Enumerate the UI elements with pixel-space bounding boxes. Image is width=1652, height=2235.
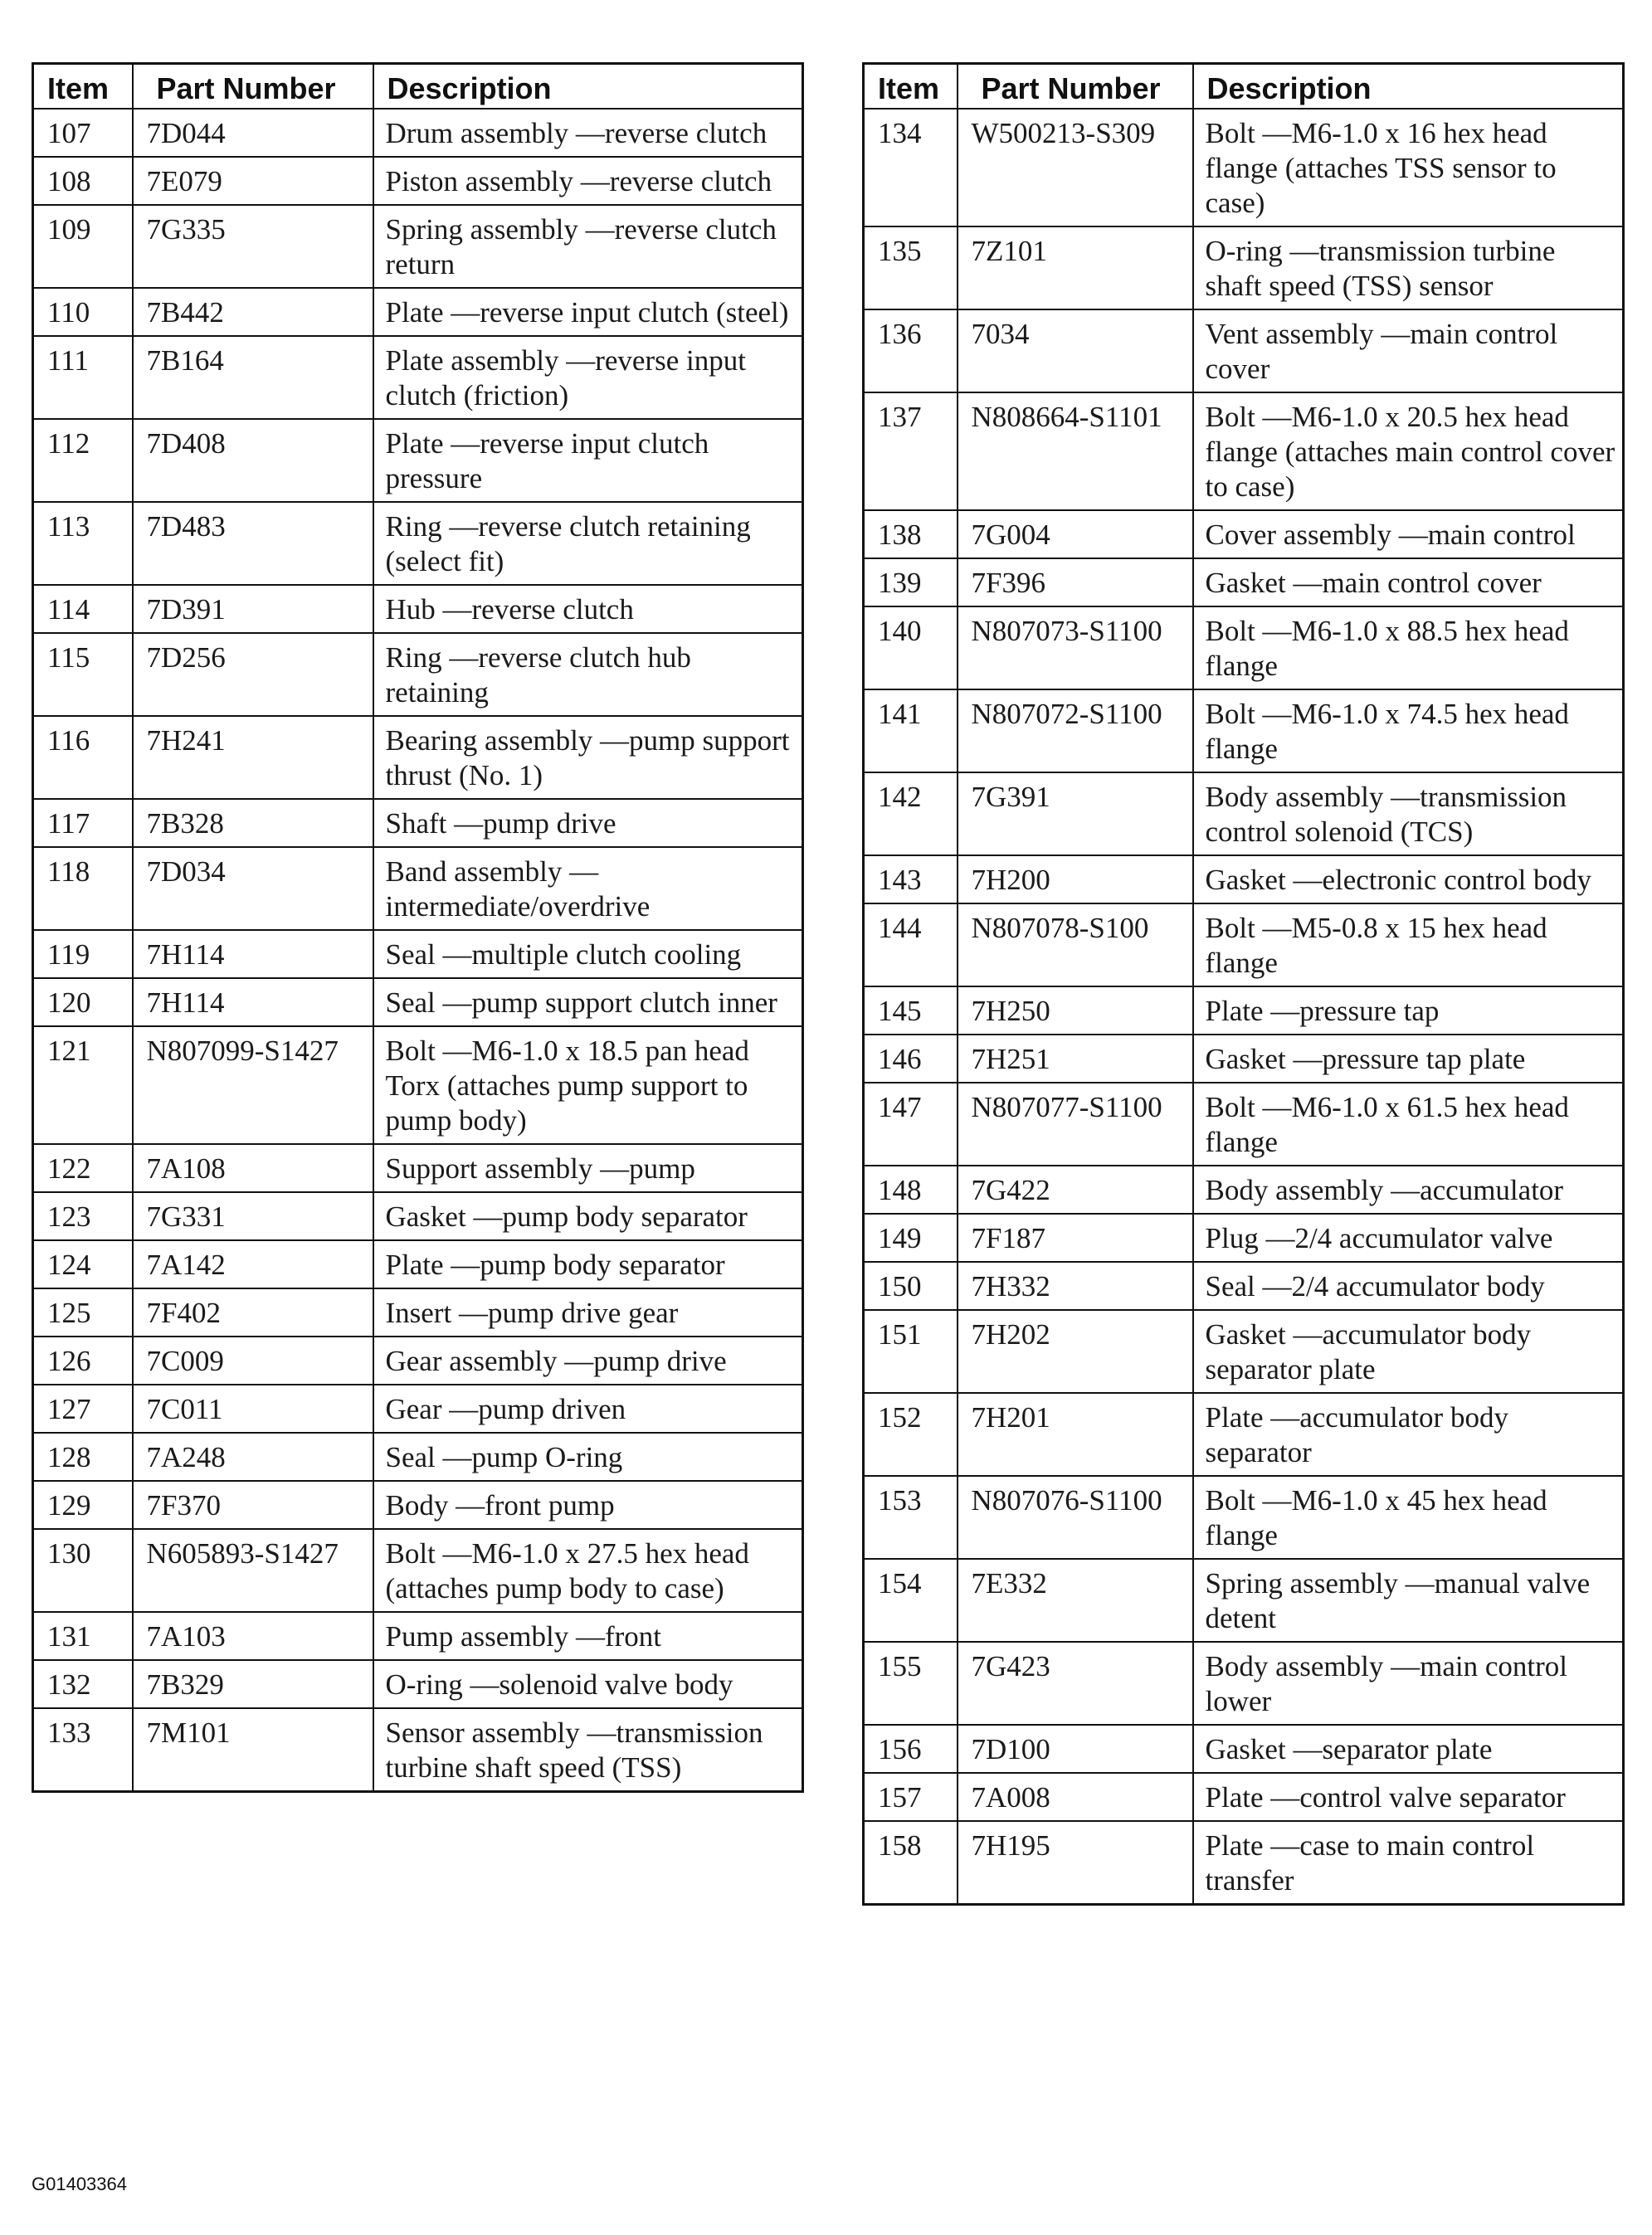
table-row [864,226,1624,309]
item-cell: 127 [33,1385,133,1433]
part-number-cell: 7G423 [958,1642,1193,1725]
table-row [864,855,1624,903]
part-number-cell: 7H241 [133,716,373,799]
description-cell: Ring —reverse clutch hub retaining [373,633,803,716]
description-cell: Gasket —separator plate [1193,1725,1624,1773]
description-cell: Gasket —accumulator body separator plate [1193,1310,1624,1393]
description-cell: Gasket —main control cover [1193,558,1624,606]
description-cell: Bolt —M6-1.0 x 16 hex head flange (attaches TSS sensor to case) [1193,109,1624,226]
parts-table-left [32,62,804,1793]
table-row [864,1773,1624,1821]
table-row [864,986,1624,1035]
description-cell: Bolt —M6-1.0 x 88.5 hex head flange [1193,606,1624,689]
item-cell: 142 [864,772,958,855]
part-number-cell: 7H251 [958,1035,1193,1083]
part-number-cell: N807073-S1100 [958,606,1193,689]
table-row [33,1529,803,1612]
part-number-cell: 7F370 [133,1481,373,1529]
table-row [864,392,1624,510]
description-cell: Shaft —pump drive [373,799,803,847]
part-number-cell: 7H114 [133,930,373,978]
description-cell: Bolt —M6-1.0 x 61.5 hex head flange [1193,1083,1624,1166]
table-row [33,1288,803,1337]
table-row [864,1476,1624,1559]
part-number-cell: 7F396 [958,558,1193,606]
description-cell: Seal —2/4 accumulator body [1193,1262,1624,1310]
part-number-cell: 7A108 [133,1144,373,1192]
part-number-cell: N807072-S1100 [958,689,1193,772]
part-number-cell: 7M101 [133,1708,373,1792]
table-row [33,419,803,502]
item-cell: 150 [864,1262,958,1310]
item-cell: 137 [864,392,958,510]
table-row [864,1262,1624,1310]
part-number-cell: 7A142 [133,1240,373,1288]
part-number-cell: 7B328 [133,799,373,847]
part-number-cell: 7H202 [958,1310,1193,1393]
table-row [33,633,803,716]
part-number-cell: 7A248 [133,1433,373,1481]
item-cell: 124 [33,1240,133,1288]
table-row [864,1083,1624,1166]
table-row [864,606,1624,689]
table-row [864,903,1624,986]
description-cell: Bolt —M6-1.0 x 27.5 hex head (attaches pump body to case) [373,1529,803,1612]
item-cell: 157 [864,1773,958,1821]
item-cell: 120 [33,978,133,1026]
item-cell: 149 [864,1214,958,1262]
table-row [33,1481,803,1529]
table-row [864,1035,1624,1083]
item-cell: 158 [864,1821,958,1905]
item-cell: 131 [33,1612,133,1660]
description-cell: Spring assembly —manual valve detent [1193,1559,1624,1642]
table-row [864,1310,1624,1393]
item-cell: 145 [864,986,958,1035]
description-cell: Body assembly —main control lower [1193,1642,1624,1725]
part-number-cell: 7F187 [958,1214,1193,1262]
table-row [864,689,1624,772]
item-cell: 141 [864,689,958,772]
column-header-description: Description [1193,64,1624,109]
item-cell: 129 [33,1481,133,1529]
part-number-cell: 7H195 [958,1821,1193,1905]
description-cell: Body assembly —transmission control solenoid (TCS) [1193,772,1624,855]
part-number-cell: 7B442 [133,288,373,336]
item-cell: 155 [864,1642,958,1725]
item-cell: 117 [33,799,133,847]
part-number-cell: 7H332 [958,1262,1193,1310]
parts-table-right-body [864,109,1624,1905]
table-row [864,1725,1624,1773]
part-number-cell: 7G335 [133,205,373,288]
item-cell: 156 [864,1725,958,1773]
part-number-cell: N807076-S1100 [958,1476,1193,1559]
item-cell: 147 [864,1083,958,1166]
item-cell: 143 [864,855,958,903]
table-row [33,1192,803,1240]
item-cell: 107 [33,109,133,157]
description-cell: Plate —reverse input clutch pressure [373,419,803,502]
part-number-cell: 7E332 [958,1559,1193,1642]
item-cell: 119 [33,930,133,978]
part-number-cell: 7G422 [958,1166,1193,1214]
part-number-cell: N807099-S1427 [133,1026,373,1144]
description-cell: Body —front pump [373,1481,803,1529]
description-cell: Gear assembly —pump drive [373,1337,803,1385]
item-cell: 138 [864,510,958,558]
description-cell: Plate assembly —reverse input clutch (friction) [373,336,803,419]
table-row [33,1144,803,1192]
column-header-item: Item [864,64,958,109]
table-row [33,799,803,847]
table-row [33,502,803,585]
table-row [33,1708,803,1792]
table-row [864,1642,1624,1725]
item-cell: 121 [33,1026,133,1144]
description-cell: Plate —reverse input clutch (steel) [373,288,803,336]
description-cell: Hub —reverse clutch [373,585,803,633]
item-cell: 126 [33,1337,133,1385]
table-row [33,1385,803,1433]
description-cell: Band assembly —intermediate/overdrive [373,847,803,930]
table-row [864,772,1624,855]
table-row [33,1026,803,1144]
part-number-cell: 7D034 [133,847,373,930]
part-number-cell: 7D100 [958,1725,1193,1773]
item-cell: 109 [33,205,133,288]
description-cell: Pump assembly —front [373,1612,803,1660]
table-row [33,1612,803,1660]
parts-table-left-body [33,109,803,1792]
part-number-cell: 7E079 [133,157,373,205]
part-number-cell: 7A103 [133,1612,373,1660]
parts-table-right [862,62,1625,1906]
part-number-cell: 7G391 [958,772,1193,855]
table-row [33,847,803,930]
table-row [864,1166,1624,1214]
part-number-cell: 7F402 [133,1288,373,1337]
part-number-cell: 7D408 [133,419,373,502]
item-cell: 118 [33,847,133,930]
description-cell: Bolt —M6-1.0 x 18.5 pan head Torx (attaches pump support to pump body) [373,1026,803,1144]
description-cell: Support assembly —pump [373,1144,803,1192]
column-header-part-number: Part Number [133,64,373,109]
part-number-cell: N808664-S1101 [958,392,1193,510]
part-number-cell: W500213-S309 [958,109,1193,226]
part-number-cell: 7A008 [958,1773,1193,1821]
part-number-cell: 7G331 [133,1192,373,1240]
table-row [33,157,803,205]
part-number-cell: 7H250 [958,986,1193,1035]
part-number-cell: 7D044 [133,109,373,157]
table-row [33,716,803,799]
description-cell: Bolt —M6-1.0 x 74.5 hex head flange [1193,689,1624,772]
description-cell: Sensor assembly —transmission turbine shaft speed (TSS) [373,1708,803,1792]
part-number-cell: 7D483 [133,502,373,585]
part-number-cell: N807077-S1100 [958,1083,1193,1166]
header-row [864,64,1624,109]
table-row [33,585,803,633]
table-row [33,1660,803,1708]
description-cell: Plate —accumulator body separator [1193,1393,1624,1476]
item-cell: 110 [33,288,133,336]
description-cell: Plate —control valve separator [1193,1773,1624,1821]
item-cell: 140 [864,606,958,689]
item-cell: 132 [33,1660,133,1708]
item-cell: 135 [864,226,958,309]
description-cell: Bolt —M5-0.8 x 15 hex head flange [1193,903,1624,986]
description-cell: Gasket —pressure tap plate [1193,1035,1624,1083]
description-cell: Plug —2/4 accumulator valve [1193,1214,1624,1262]
figure-id: G01403364 [32,2174,127,2194]
description-cell: Gasket —electronic control body [1193,855,1624,903]
part-number-cell: 7H114 [133,978,373,1026]
table-row [864,109,1624,226]
description-cell: Bolt —M6-1.0 x 20.5 hex head flange (attaches main control cover to case) [1193,392,1624,510]
table-row [864,1214,1624,1262]
description-cell: Vent assembly —main control cover [1193,309,1624,392]
description-cell: Piston assembly —reverse clutch [373,157,803,205]
item-cell: 144 [864,903,958,986]
table-row [864,558,1624,606]
description-cell: Gasket —pump body separator [373,1192,803,1240]
item-cell: 139 [864,558,958,606]
part-number-cell: 7H200 [958,855,1193,903]
header-row [33,64,803,109]
item-cell: 111 [33,336,133,419]
item-cell: 108 [33,157,133,205]
description-cell: Seal —multiple clutch cooling [373,930,803,978]
description-cell: Body assembly —accumulator [1193,1166,1624,1214]
item-cell: 125 [33,1288,133,1337]
part-number-cell: 7B329 [133,1660,373,1708]
description-cell: O-ring —solenoid valve body [373,1660,803,1708]
part-number-cell: N605893-S1427 [133,1529,373,1612]
column-header-item: Item [33,64,133,109]
part-number-cell: 7D256 [133,633,373,716]
part-number-cell: 7034 [958,309,1193,392]
column-header-part-number: Part Number [958,64,1193,109]
column-header-description: Description [373,64,803,109]
table-row [33,109,803,157]
table-row [33,288,803,336]
item-cell: 153 [864,1476,958,1559]
item-cell: 115 [33,633,133,716]
item-cell: 130 [33,1529,133,1612]
description-cell: Plate —pressure tap [1193,986,1624,1035]
part-number-cell: 7B164 [133,336,373,419]
description-cell: Gear —pump driven [373,1385,803,1433]
description-cell: Bolt —M6-1.0 x 45 hex head flange [1193,1476,1624,1559]
item-cell: 123 [33,1192,133,1240]
table-row [33,978,803,1026]
table-row [33,1337,803,1385]
description-cell: Cover assembly —main control [1193,510,1624,558]
item-cell: 134 [864,109,958,226]
table-row [33,1240,803,1288]
part-number-cell: 7H201 [958,1393,1193,1476]
item-cell: 113 [33,502,133,585]
description-cell: Seal —pump O-ring [373,1433,803,1481]
item-cell: 128 [33,1433,133,1481]
description-cell: Bearing assembly —pump support thrust (No. 1) [373,716,803,799]
part-number-cell: 7D391 [133,585,373,633]
description-cell: Plate —case to main control transfer [1193,1821,1624,1905]
description-cell: Spring assembly —reverse clutch return [373,205,803,288]
table-row [864,1393,1624,1476]
part-number-cell: N807078-S100 [958,903,1193,986]
item-cell: 152 [864,1393,958,1476]
table-row [33,205,803,288]
description-cell: Plate —pump body separator [373,1240,803,1288]
part-number-cell: 7C011 [133,1385,373,1433]
table-row [33,336,803,419]
table-row [864,309,1624,392]
item-cell: 112 [33,419,133,502]
part-number-cell: 7G004 [958,510,1193,558]
description-cell: Ring —reverse clutch retaining (select fit) [373,502,803,585]
item-cell: 154 [864,1559,958,1642]
item-cell: 151 [864,1310,958,1393]
item-cell: 148 [864,1166,958,1214]
description-cell: Seal —pump support clutch inner [373,978,803,1026]
table-row [33,1433,803,1481]
part-number-cell: 7C009 [133,1337,373,1385]
table-row [864,1821,1624,1905]
description-cell: Drum assembly —reverse clutch [373,109,803,157]
item-cell: 116 [33,716,133,799]
item-cell: 136 [864,309,958,392]
item-cell: 146 [864,1035,958,1083]
description-cell: Insert —pump drive gear [373,1288,803,1337]
table-row [864,1559,1624,1642]
part-number-cell: 7Z101 [958,226,1193,309]
item-cell: 122 [33,1144,133,1192]
table-row [864,510,1624,558]
item-cell: 133 [33,1708,133,1792]
description-cell: O-ring —transmission turbine shaft speed (TSS) sensor [1193,226,1624,309]
table-row [33,930,803,978]
item-cell: 114 [33,585,133,633]
